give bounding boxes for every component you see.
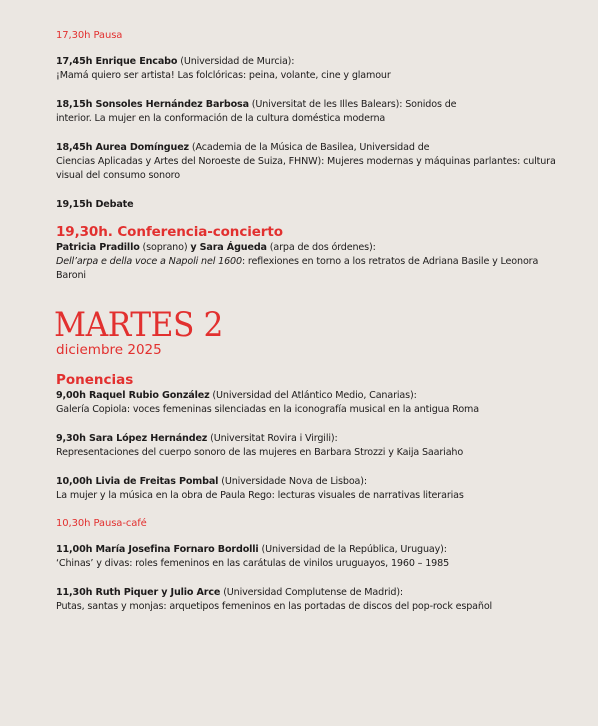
concert-heading: 19,30h. Conferencia-concierto — [56, 224, 283, 240]
talk-title: La mujer y la música en la obra de Paula Rego: lecturas visuales de narrativas literarias — [56, 490, 464, 501]
debate-label: 19,15h Debate — [56, 199, 134, 210]
concert-item — [56, 241, 556, 283]
talk-affiliation: (Universidad de la República, Uruguay): — [258, 544, 447, 555]
talk-title: ‘Chinas’ y divas: roles femeninos en las carátulas de vinilos uruguayos, 1960 – 1985 — [56, 558, 450, 569]
talk-title: Galería Copiola: voces femeninas silenciadas en la iconografía musical en la antigua Roma — [56, 404, 479, 415]
section-heading: Ponencias — [56, 372, 134, 388]
talk-item — [56, 141, 556, 183]
talk-title: Putas, santas y monjas: arquetipos femeninos en las portadas de discos del pop-rock español — [56, 601, 493, 612]
program-content — [56, 30, 556, 629]
talk-time-speaker: 9,00h Raquel Rubio González — [56, 390, 210, 401]
concert-speaker-1: Patricia Pradillo — [56, 242, 140, 253]
pause-label: 17,30h Pausa — [56, 30, 123, 41]
talk-time-speaker: 17,45h Enrique Encabo — [56, 56, 178, 67]
talk-affiliation: (Academia de la Música de Basilea, Universidad de — [188, 142, 430, 153]
talk-time-speaker: 11,30h Ruth Piquer y Julio Arce — [56, 587, 221, 598]
talk-item — [56, 432, 556, 460]
talk-time-speaker: 11,00h María Josefina Fornaro Bordolli — [56, 544, 259, 555]
talk-item — [56, 98, 556, 126]
talk-title: ¡Mamá quiero ser artista! Las folclóricas: peina, volante, cine y glamour — [56, 70, 391, 81]
talk-affiliation: (Universidad de Murcia): — [177, 56, 295, 67]
talk-time-speaker: 18,15h Sonsoles Hernández Barbosa — [56, 99, 249, 110]
talk-item — [56, 389, 556, 417]
talk-time-speaker: 10,00h Livia de Freitas Pombal — [56, 476, 219, 487]
talk-time-speaker: 9,30h Sara López Hernández — [56, 433, 208, 444]
pause-label: 10,30h Pausa-café — [56, 518, 147, 529]
talk-title: interior. La mujer en la conformación de la cultura doméstica moderna — [56, 113, 386, 124]
talk-affiliation: (Universidade Nova de Lisboa): — [218, 476, 367, 487]
concert-title-italic: Dell’arpa e della voce a Napoli nel 1600 — [56, 256, 242, 267]
talk-affiliation: (Universidad Complutense de Madrid): — [220, 587, 404, 598]
talk-item — [56, 55, 556, 83]
talk-time-speaker: 18,45h Aurea Domínguez — [56, 142, 189, 153]
talk-item — [56, 586, 556, 614]
concert-role-1: (soprano) — [139, 242, 191, 253]
concert-title-rest: : reflexiones en torno a los retratos de Adriana Basile y Leonora Baroni — [56, 256, 539, 281]
concert-joiner: y — [190, 242, 200, 253]
day-subtitle: diciembre 2025 — [56, 342, 162, 358]
day-title: MARTES 2 — [54, 305, 223, 345]
talk-affiliation: (Universidad del Atlántico Medio, Canarias): — [209, 390, 417, 401]
concert-speaker-2: Sara Águeda — [199, 242, 267, 253]
talk-affiliation: (Universitat de les Illes Balears): Sonidos de — [248, 99, 457, 110]
talk-title: Ciencias Aplicadas y Artes del Noroeste de Suiza, FHNW): Mujeres modernas y máquinas parlantes: cultura visual del consumo sonoro — [56, 156, 556, 181]
talk-affiliation: (Universitat Rovira i Virgili): — [207, 433, 338, 444]
talk-title: Representaciones del cuerpo sonoro de las mujeres en Barbara Strozzi y Kaija Saariaho — [56, 447, 464, 458]
talk-item — [56, 475, 556, 503]
talk-item — [56, 543, 556, 571]
concert-role-2: (arpa de dos órdenes): — [266, 242, 376, 253]
debate-item — [56, 198, 556, 212]
